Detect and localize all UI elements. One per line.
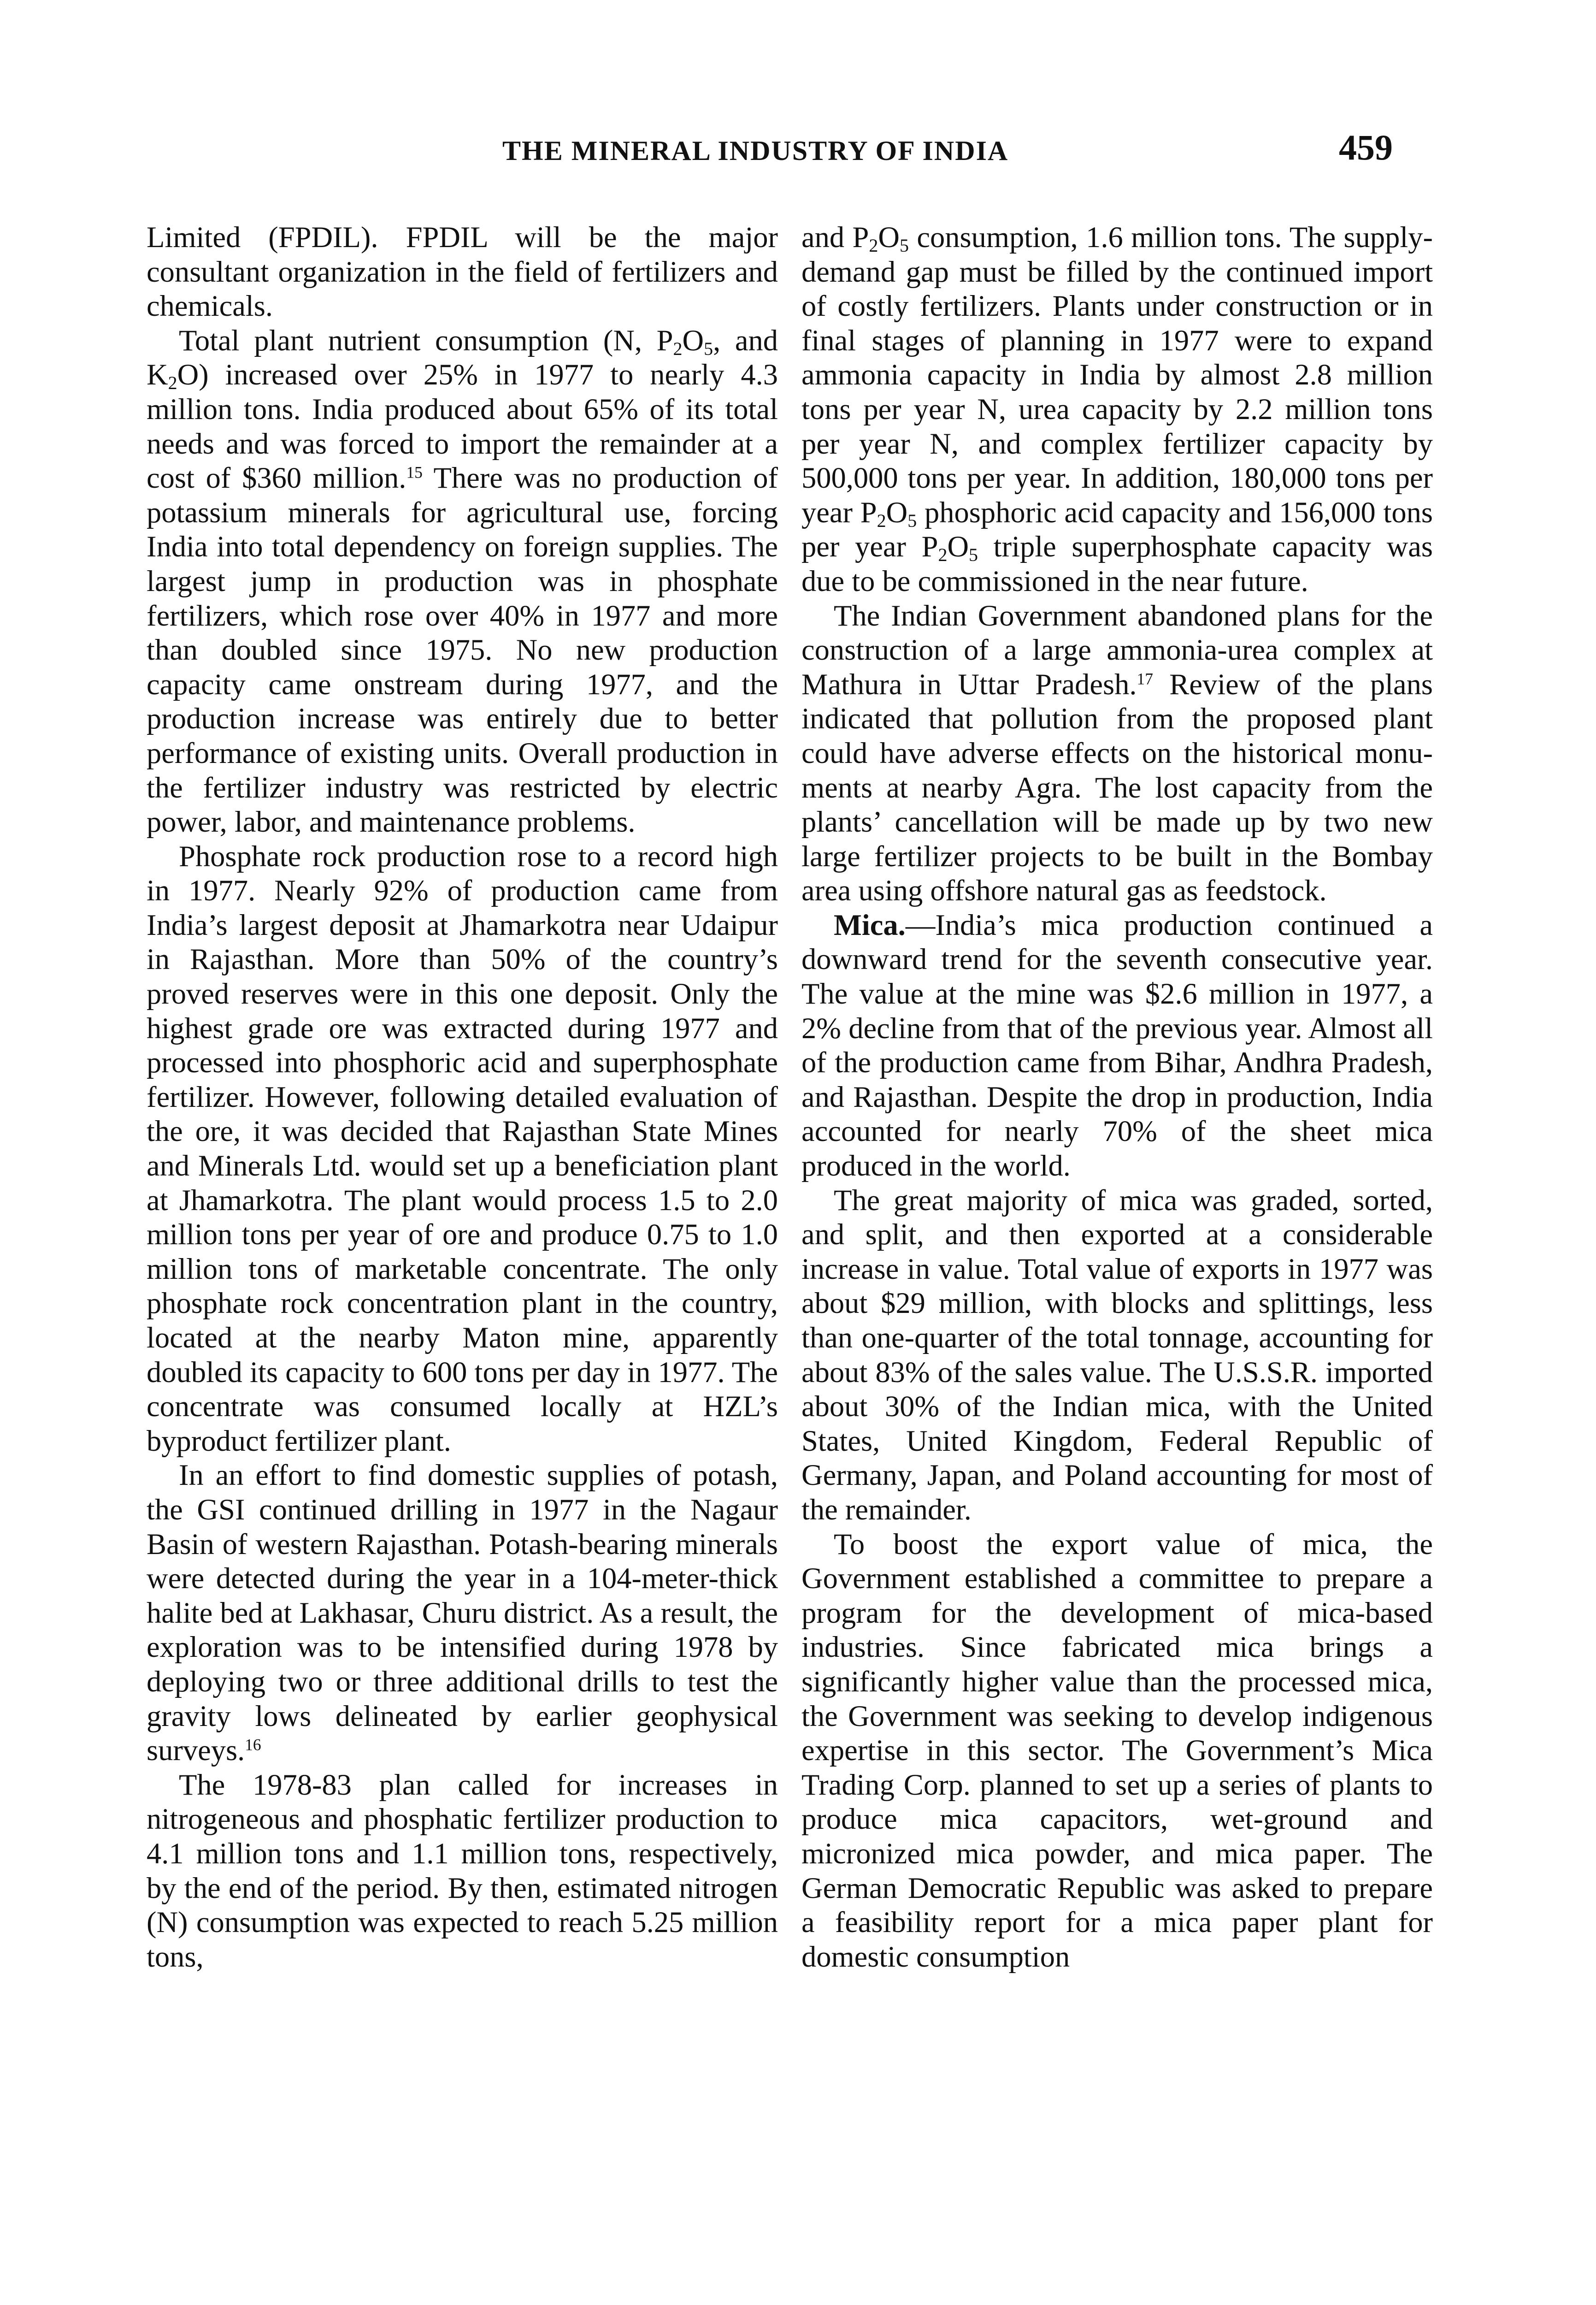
footnote-ref-15: 15	[406, 463, 423, 482]
paragraph-potash: In an effort to find domestic supplies of potash, the GSI continued drilling in 1977 in the Nagaur Basin of western Rajasthan. Potash-bearing minerals were detected during the year in a 104-meter-thick halite bed at Lakhasar, Churu district. As a result, the exploration was to be intensified during 1978 by deploying two or three additional drills to test the gravity lows delineated by earlier geophysical surveys.$^{16}$	[147, 1459, 778, 1767]
footnote-ref-17: 17	[1137, 669, 1153, 688]
running-title: THE MINERAL INDUSTRY OF INDIA	[502, 136, 1009, 166]
paragraph-fpdil: Limited (FPDIL). FPDIL will be the major consultant organization in the field of fertilizers and chemicals.	[147, 221, 778, 323]
right-column	[801, 220, 1433, 1974]
page-number: 459	[1339, 127, 1393, 167]
paragraph-plant-nutrient: Total plant nutrient consumption (N, $P_2O_5$, and $K_2O$) increased over 25% in 1977 to nearly 4.3 million tons. India produced about 65% of its total needs and was forced to import the remainder at a cost of $360 million.$^{15}$ There was no production of potassium minerals for agricultural use, forcing India into total dependency on foreign supplies. The largest jump in production was in phosphate fertilizers, which rose over 40% in 1977 and more than doubled since 1975. No new production capacity came onstream during 1977, and the production increase was entirely due to better performance of existing units. Overall production in the fertilizer industry was restricted by electric power, labor, and maintenance problems.	[147, 324, 778, 839]
paragraph-mica: Mica.—India’s mica production continued a downward trend for the seventh consecutive year. The value at the mine was $2.6 million in 1977, a 2% decline from that of the previous year. Almost all of the production came from Bihar, Andhra Pradesh, and Rajasthan. Despite the drop in production, India accounted for nearly 70% of the sheet mica produced in the world.	[801, 908, 1433, 1182]
paragraph-plan-1978-83: The 1978-83 plan called for increases in nitrogeneous and phosphatic fertilizer production to 4.1 million tons and 1.1 million tons, respectively, by the end of the period. By then, estimated nitrogen (N) consumption was expected to reach 5.25 million tons,	[147, 1768, 778, 1973]
section-heading-mica: Mica.	[834, 908, 906, 941]
paragraph-mathura-complex: The Indian Government abandoned plans for the construction of a large ammonia-urea complex at Mathura in Uttar Pradesh.$^{17}$ Review of the plans indicated that pollution from the proposed plant could have adverse effects on the historical monuments at nearby Agra. The lost capacity from the plants’ cancellation will be made up by two new large fertilizer projects to be built in the Bombay area using offshore natural gas as feedstock.	[801, 599, 1433, 907]
left-column	[147, 220, 778, 1974]
paragraph-mica-exports: The great majority of mica was graded, sorted, and split, and then exported at a considerable increase in value. Total value of exports in 1977 was about $29 million, with blocks and splittings, less than one-quarter of the total tonnage, accounting for about 83% of the sales value. The U.S.S.R. imported about 30% of the Indian mica, with the United States, United Kingdom, Federal Republic of Germany, Japan, and Poland accounting for most of the remainder.	[801, 1183, 1433, 1526]
footnote-ref-16: 16	[245, 1735, 261, 1754]
paragraph-supply-demand: and $P_2O_5$ consumption, 1.6 million tons. The supply-demand gap must be filled by the continued import of costly fertilizers. Plants under construction or in final stages of planning in 1977 were to expand ammonia capacity in India by almost 2.8 million tons per year N, urea capacity by 2.2 million tons per year N, and complex fertilizer capacity by 500,000 tons per year. In addition, 180,000 tons per year $P_2O_5$ phosphoric acid capacity and 156,000 tons per year $P_2O_5$ triple superphosphate capacity was due to be commissioned in the near future.	[801, 221, 1433, 597]
paragraph-mica-industries: To boost the export value of mica, the Government established a committee to prepare a program for the development of mica-based industries. Since fabricated mica brings a significantly higher value than the processed mica, the Government was seeking to develop indigenous expertise in this sector. The Government’s Mica Trading Corp. planned to set up a series of plants to produce mica capacitors, wet-ground and micronized mica powder, and mica paper. The German Democratic Republic was asked to prepare a feasibility report for a mica paper plant for domestic consumption	[801, 1527, 1433, 1973]
paragraph-phosphate-rock: Phosphate rock production rose to a record high in 1977. Nearly 92% of production came from India’s largest deposit at Jhamarkotra near Udaipur in Rajasthan. More than 50% of the country’s proved reserves were in this one deposit. Only the highest grade ore was extracted during 1977 and processed into phosphoric acid and superphosphate fertilizer. However, following detailed evaluation of the ore, it was decided that Rajasthan State Mines and Minerals Ltd. would set up a beneficiation plant at Jhamarkotra. The plant would process 1.5 to 2.0 million tons per year of ore and produce 0.75 to 1.0 million tons of marketable concentrate. The only phosphate rock concentration plant in the country, located at the nearby Maton mine, apparently doubled its capacity to 600 tons per day in 1977. The concentrate was consumed locally at HZL’s byproduct fertilizer plant.	[147, 839, 778, 1457]
